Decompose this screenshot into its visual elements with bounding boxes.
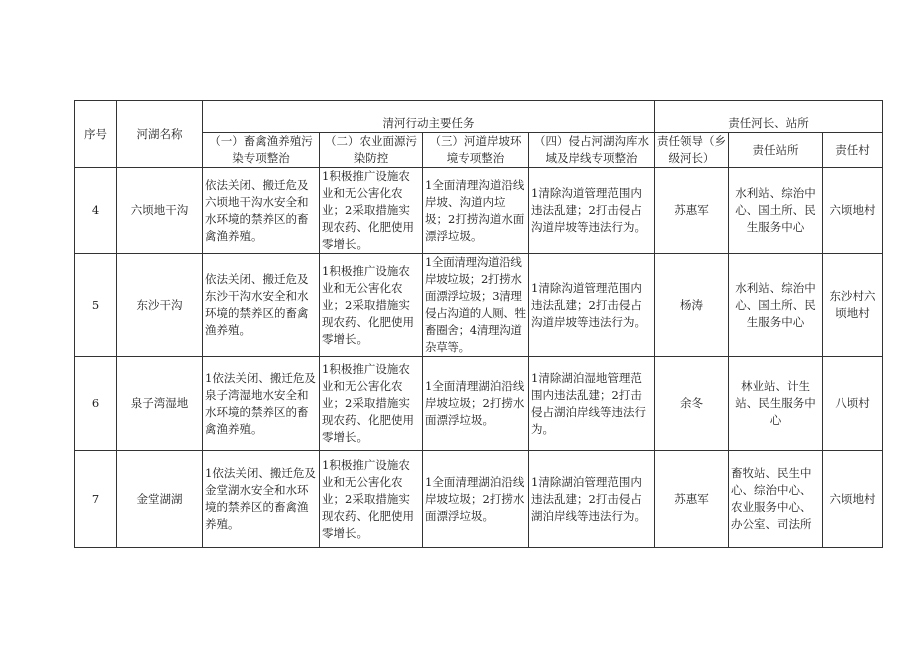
table-row [75,357,883,451]
row-leader: 苏惠军 [655,451,729,548]
row-leader: 苏惠军 [655,168,729,254]
row-task-4: 1清除沟道管理范围内违法乱建；2打击侵占沟道岸坡等违法行为。 [529,254,655,357]
row-leader: 余冬 [655,357,729,451]
row-village: 六顷地村 [823,168,883,254]
header-leader: 责任领导（乡级河长） [655,133,729,168]
row-task-1: 依法关闭、搬迁危及六顷地干沟水安全和水环境的禁养区的畜禽渔养殖。 [203,168,320,254]
row-task-3: 1全面清理沟道沿线岸坡垃圾；2打捞水面漂浮垃圾；3清理侵占沟道的人厕、牲畜圈舍；4清理沟道杂草等。 [423,254,529,357]
header-task-1: （一）畜禽渔养殖污染专项整治 [203,133,320,168]
header-seq: 序号 [75,101,117,168]
row-river-name: 泉子湾湿地 [117,357,203,451]
row-river-name: 六顷地干沟 [117,168,203,254]
header-station: 责任站所 [729,133,823,168]
row-station: 水利站、综治中心、国土所、民生服务中心 [729,254,823,357]
table-row [75,168,883,254]
header-village: 责任村 [823,133,883,168]
row-task-4: 1清除湖泊管理范围内违法乱建；2打击侵占湖泊岸线等违法行为。 [529,451,655,548]
row-station: 林业站、计生站、民生服务中心 [729,357,823,451]
row-task-2: 1积极推广设施农业和无公害化农业；2采取措施实现农药、化肥使用零增长。 [320,357,423,451]
row-task-3: 1全面清理湖泊沿线岸坡垃圾；2打捞水面漂浮垃圾。 [423,451,529,548]
row-seq: 5 [75,254,117,357]
row-village: 东沙村六顷地村 [823,254,883,357]
row-task-1: 1依法关闭、搬迁危及金堂湖水安全和水环境的禁养区的畜禽渔养殖。 [203,451,320,548]
row-task-2: 1积极推广设施农业和无公害化农业；2采取措施实现农药、化肥使用零增长。 [320,451,423,548]
header-river-name: 河湖名称 [117,101,203,168]
header-task-2: （二）农业面源污染防控 [320,133,423,168]
row-village: 八顷村 [823,357,883,451]
row-seq: 6 [75,357,117,451]
row-seq: 4 [75,168,117,254]
table-row [75,254,883,357]
header-row-1 [75,101,883,133]
row-task-1: 1依法关闭、搬迁危及泉子湾湿地水安全和水环境的禁养区的畜禽渔养殖。 [203,357,320,451]
row-river-name: 金堂湖湖 [117,451,203,548]
row-task-3: 1全面清理湖泊沿线岸坡垃圾；2打捞水面漂浮垃圾。 [423,357,529,451]
row-river-name: 东沙干沟 [117,254,203,357]
header-task-4: （四）侵占河湖沟库水域及岸线专项整治 [529,133,655,168]
row-task-1: 依法关闭、搬迁危及东沙干沟水安全和水环境的禁养区的畜禽渔养殖。 [203,254,320,357]
table-row [75,451,883,548]
header-responsible: 责任河长、站所 [655,101,883,133]
river-task-table [74,100,883,548]
header-task-3: （三）河道岸坡环境专项整治 [423,133,529,168]
row-seq: 7 [75,451,117,548]
row-leader: 杨涛 [655,254,729,357]
row-task-2: 1积极推广设施农业和无公害化农业；2采取措施实现农药、化肥使用零增长。 [320,168,423,254]
row-task-4: 1清除沟道管理范围内违法乱建；2打击侵占沟道岸坡等违法行为。 [529,168,655,254]
row-task-3: 1全面清理沟道沿线岸坡、沟道内垃圾；2打捞沟道水面漂浮垃圾。 [423,168,529,254]
row-station: 水利站、综治中心、国土所、民生服务中心 [729,168,823,254]
row-task-4: 1清除湖泊湿地管理范围内违法乱建；2打击侵占湖泊岸线等违法行为。 [529,357,655,451]
header-main-tasks: 清河行动主要任务 [203,101,655,133]
row-task-2: 1积极推广设施农业和无公害化农业；2采取措施实现农药、化肥使用零增长。 [320,254,423,357]
row-station: 畜牧站、民生中心、综治中心、农业服务中心、办公室、司法所 [729,451,823,548]
row-village: 六顷地村 [823,451,883,548]
